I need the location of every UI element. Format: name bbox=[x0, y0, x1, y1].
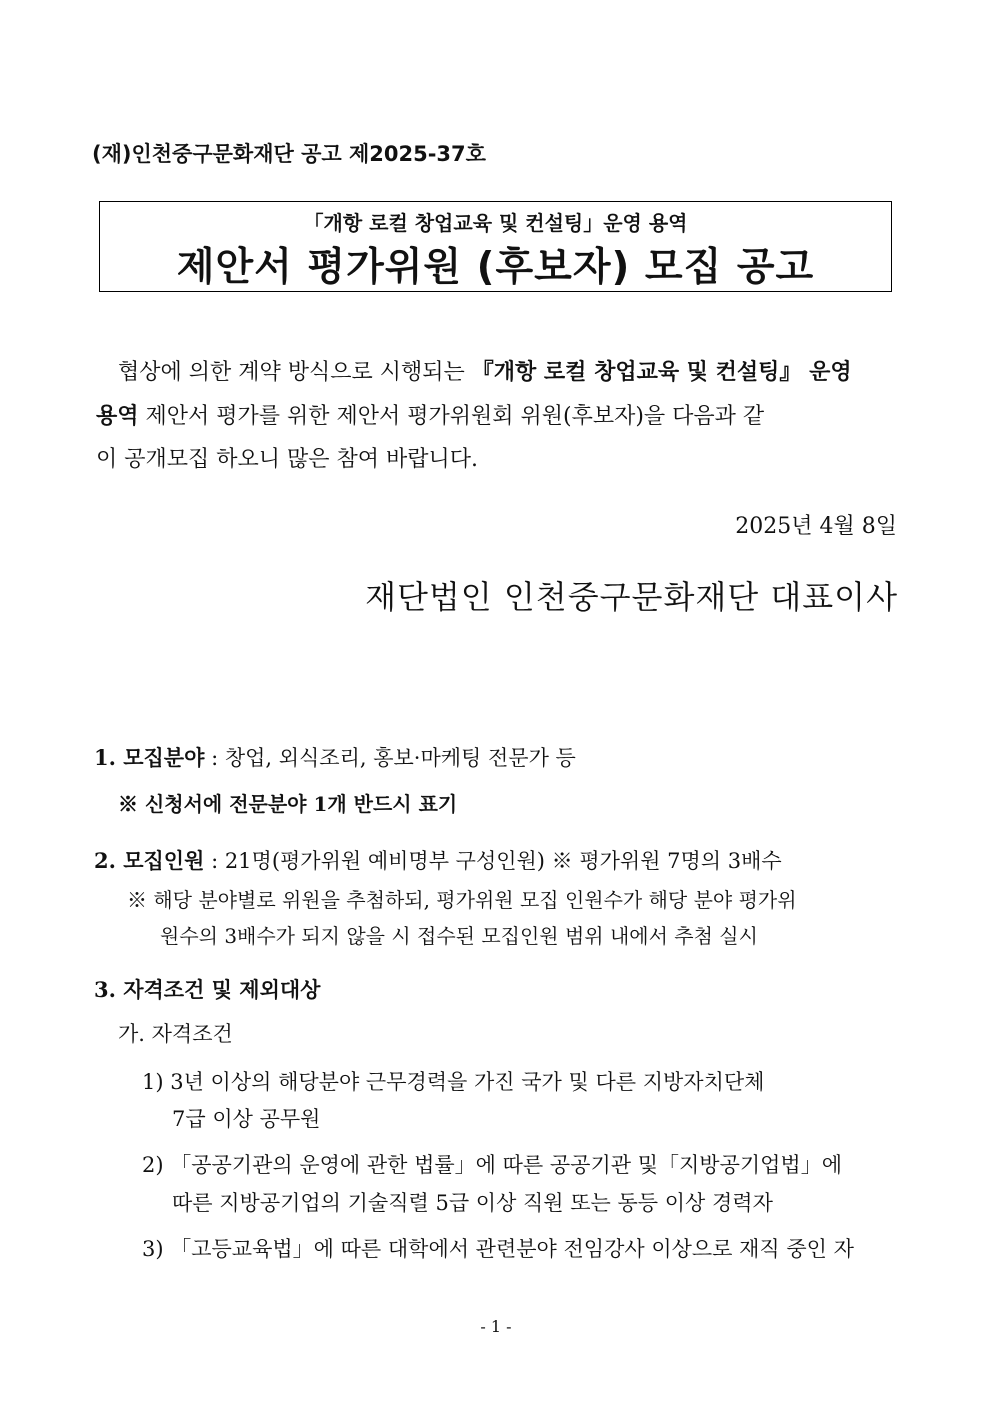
section-recruitment-field bbox=[94, 742, 576, 772]
section-qualification: 3. 자격조건 및 제외대상 bbox=[94, 977, 321, 1002]
section-note: ※ 해당 분야별로 위원을 추첨하되, 평가위원 모집 인원수가 해당 분야 평가위 bbox=[127, 888, 797, 912]
list-item: 2) 「공공기관의 운영에 관한 법률」에 따른 공공기관 및「지방공기업법」에 bbox=[142, 1153, 843, 1177]
project-name: 『개항 로컬 창업교육 및 컨설팅』 운영 bbox=[471, 359, 852, 385]
list-item-cont: 7급 이상 공무원 bbox=[172, 1107, 321, 1131]
title-box bbox=[99, 201, 892, 292]
section-recruitment-count bbox=[94, 845, 782, 875]
notice-date: 2025년 4월 8일 bbox=[735, 514, 897, 539]
section-note: ※ 신청서에 전문분야 1개 반드시 표기 bbox=[118, 792, 458, 816]
section-text: : 21명(평가위원 예비명부 구성인원) ※ 평가위원 7명의 3배수 bbox=[204, 849, 782, 873]
section-heading: 1. 모집분야 bbox=[94, 745, 205, 770]
section-note-cont: 원수의 3배수가 되지 않을 시 접수된 모집인원 범위 내에서 추첨 실시 bbox=[160, 924, 758, 948]
section-text: : 창업, 외식조리, 홍보·마케팅 전문가 등 bbox=[204, 746, 576, 770]
list-item-cont: 따른 지방공기업의 기술직렬 5급 이상 직원 또는 동등 이상 경력자 bbox=[172, 1191, 773, 1215]
section-heading: 2. 모집인원 bbox=[94, 848, 205, 873]
document-title: 제안서 평가위원 (후보자) 모집 공고 bbox=[176, 245, 815, 290]
intro-text: 협상에 의한 계약 방식으로 시행되는 bbox=[118, 360, 472, 385]
title-subtitle: 「개항 로컬 창업교육 및 컨설팅」운영 용역 bbox=[303, 211, 688, 235]
subsection-qualification: 가. 자격조건 bbox=[118, 1022, 233, 1046]
intro-text: 제안서 평가를 위한 제안서 평가위원회 위원(후보자)을 다음과 같 bbox=[138, 404, 765, 429]
intro-line-2 bbox=[96, 399, 764, 430]
page-number: - 1 - bbox=[480, 1317, 512, 1336]
list-item: 1) 3년 이상의 해당분야 근무경력을 가진 국가 및 다른 지방자치단체 bbox=[142, 1070, 765, 1094]
intro-line-3: 이 공개모집 하오니 많은 참여 바랍니다. bbox=[96, 447, 478, 472]
organization-signature: 재단법인 인천중구문화재단 대표이사 bbox=[365, 578, 898, 616]
intro-line-1 bbox=[118, 355, 852, 386]
list-item: 3) 「고등교육법」에 따른 대학에서 관련분야 전임강사 이상으로 재직 중인 자 bbox=[142, 1237, 854, 1261]
notice-number: (재)인천중구문화재단 공고 제2025-37호 bbox=[92, 142, 486, 166]
project-name-cont: 용역 bbox=[96, 403, 139, 429]
